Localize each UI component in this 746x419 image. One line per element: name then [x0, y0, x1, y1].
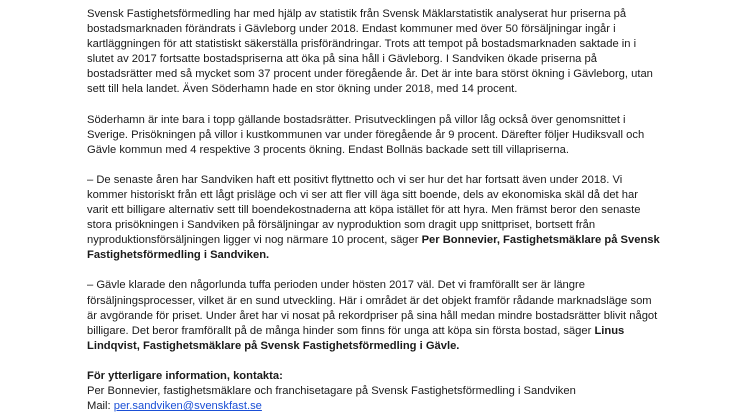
paragraph-quote-sandviken [87, 173, 662, 264]
quote-sandviken-text: – De senaste åren har Sandviken haft ett positivt flyttnetto och vi ser hur det har fortsatt även under 2018. Vi kommer historiskt från ett lågt prisläge och vi ser att fler vill äga sitt boende, dels av ekonomiska skäl då det har varit ett billigare alternativ sett till boendekostnaderna att köpa istället för att hyra. Men främst beror den senaste stora prisökningen i Sandviken på försäljningar av nyproduktion som dragit upp snittpriset, bortsett från nyproduktionsförsäljningen ligger vi nog närmare 10 procent, säger [87, 173, 641, 247]
paragraph-intro [87, 7, 662, 98]
paragraph-quote-gavle [87, 278, 662, 353]
contact-person: Per Bonnevier, fastighetsmäklare och franchisetagare på Svensk Fastighetsförmedling i Sandviken [87, 384, 576, 397]
document-page [87, 7, 662, 414]
contact-mail-line [87, 399, 662, 414]
paragraph-villas-text: Söderhamn är inte bara i topp gällande bostadsrätter. Prisutvecklingen på villor låg också över genomsnittet i Sverige. Prisökningen på villor i kustkommunen var under föregående år 9 procent. Därefter följer Hudiksvall och Gävle kommun med 4 respektive 3 procents ökning. Endast Bollnäs backade sett till villapriserna. [87, 113, 645, 156]
paragraph-villas [87, 113, 662, 158]
contact-heading: För ytterligare information, kontakta: [87, 369, 283, 382]
quote-sandviken-attribution: Per Bonnevier, Fastighetsmäklare på Svensk Fastighetsförmedling i Sandviken. [87, 234, 660, 262]
mail-label: Mail: [87, 400, 114, 413]
quote-gavle-attribution: Linus Lindqvist, Fastighetsmäklare på Svensk Fastighetsförmedling i Gävle. [87, 324, 625, 352]
contact-section [87, 369, 662, 414]
quote-gavle-text: – Gävle klarade den någorlunda tuffa perioden under hösten 2017 väl. Det vi framförallt ser är längre försäljningsprocesser, vilket är en sund utveckling. Här i området är det objekt framför rådande marknadsläge som är avgörande för priset. Under året har vi nosat på rekordpriser på sina håll medan mindre bostadsrätter blivit något billigare. Det beror framförallt på de många hinder som finns för unga att köpa sin första bostad, säger [87, 279, 658, 337]
paragraph-intro-text: Svensk Fastighetsförmedling har med hjälp av statistik från Svensk Mäklarstatistik analyserat hur priserna på bostadsmarknaden förändrats i Gävleborg under 2018. Endast kommuner med över 50 försäljningar ingår i kartläggningen för att statistiskt säkerställa prisförändringar. Trots att tempot på bostadsmarknaden saktade in i slutet av 2017 fortsatte bostadspriserna att öka på sina håll i Gävleborg. I Sandviken ökade priserna på bostadsrätter med så mycket som 37 procent under föregående år. Det är inte bara störst ökning i Gävleborg, utan sett till hela landet. Även Söderhamn hade en stor ökning under 2018, med 14 procent. [87, 8, 653, 96]
mail-link[interactable]: per.sandviken@svenskfast.se [113, 400, 262, 413]
